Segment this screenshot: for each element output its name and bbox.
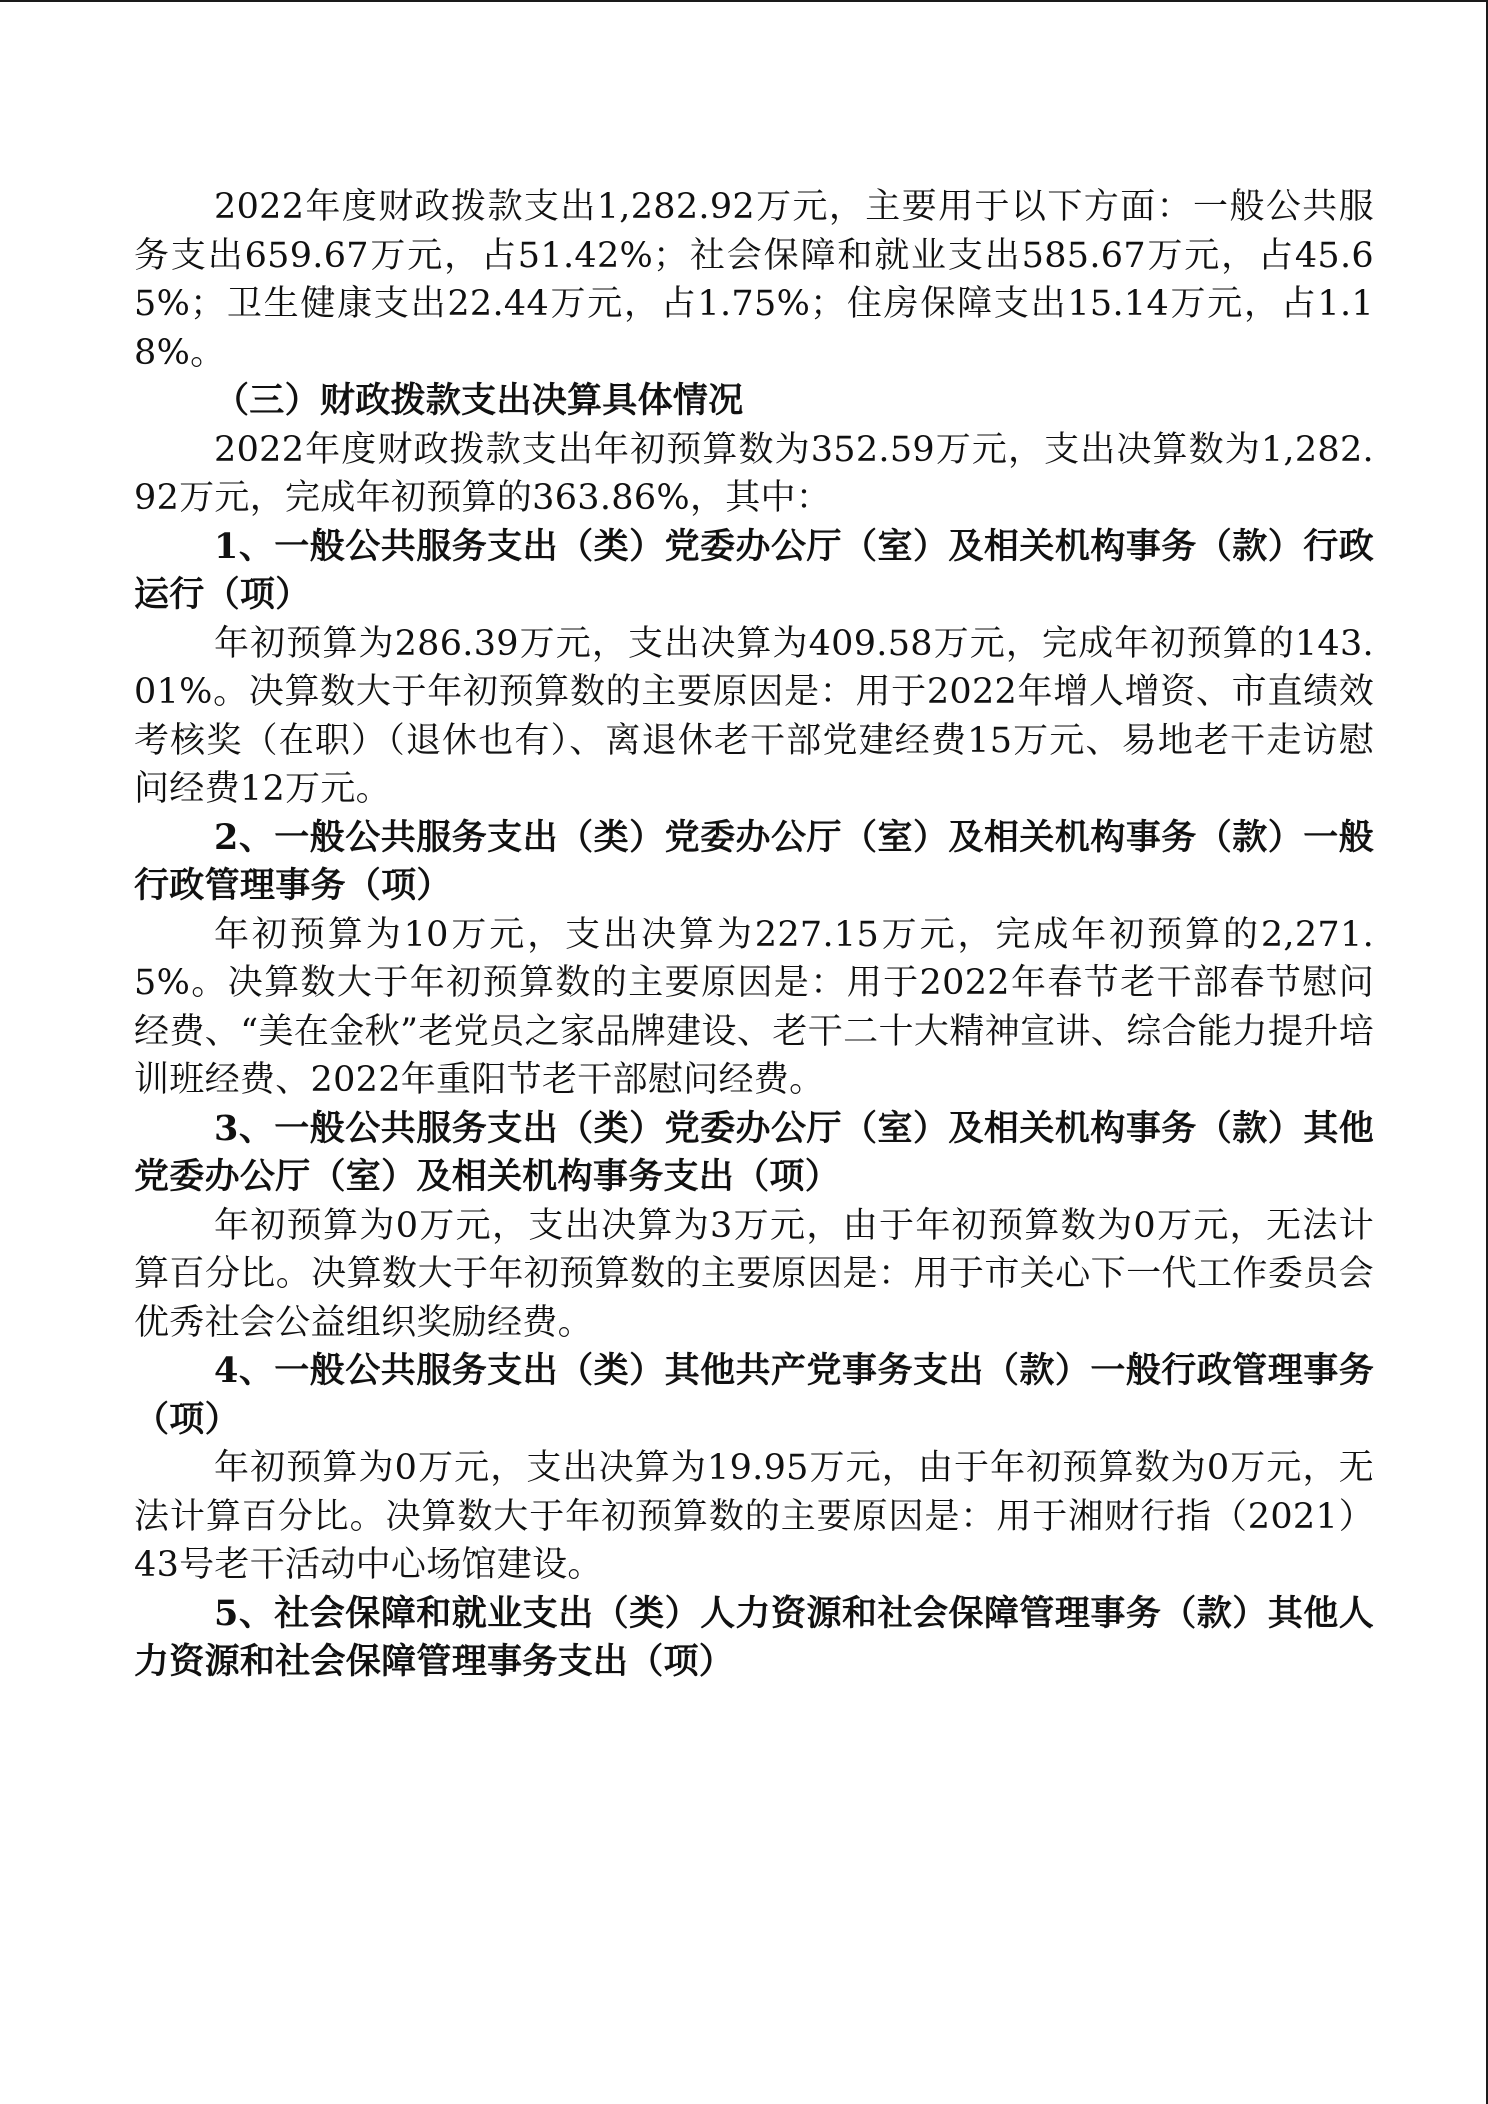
item-heading-3: 3、一般公共服务支出（类）党委办公厅（室）及相关机构事务（款）其他党委办公厅（室）及相关机构事务支出（项） — [134, 1107, 1374, 1197]
item-heading-1: 1、一般公共服务支出（类）党委办公厅（室）及相关机构事务（款）行政运行（项） — [134, 525, 1374, 615]
section-heading-3: （三）财政拨款支出决算具体情况 — [214, 380, 744, 421]
paragraph-expenditure-summary: 2022年度财政拨款支出1,282.92万元，主要用于以下方面：一般公共服务支出659.67万元，占51.42%；社会保障和就业支出585.67万元，占45.65%；卫生健康支出22.44万元，占1.75%；住房保障支出15.14万元，占1.18%。 — [134, 187, 1374, 373]
paragraph-budget-overview: 2022年度财政拨款支出年初预算数为352.59万元，支出决算数为1,282.92万元，完成年初预算的363.86%，其中： — [134, 429, 1374, 518]
item-heading-2: 2、一般公共服务支出（类）党委办公厅（室）及相关机构事务（款）一般行政管理事务（项） — [134, 816, 1374, 906]
item-heading-5: 5、社会保障和就业支出（类）人力资源和社会保障管理事务（款）其他人力资源和社会保障管理事务支出（项） — [134, 1592, 1374, 1682]
item-paragraph-2: 年初预算为10万元，支出决算为227.15万元，完成年初预算的2,271.5%。决算数大于年初预算数的主要原因是：用于2022年春节老干部春节慰问经费、“美在金秋”老党员之家品牌建设、老干二十大精神宣讲、综合能力提升培训班经费、2022年重阳节老干部慰问经费。 — [134, 914, 1374, 1100]
item-heading-4: 4、一般公共服务支出（类）其他共产党事务支出（款）一般行政管理事务（项） — [134, 1350, 1374, 1440]
document-body — [134, 183, 1374, 1687]
item-paragraph-1: 年初预算为286.39万元，支出决算为409.58万元，完成年初预算的143.01%。决算数大于年初预算数的主要原因是：用于2022年增人增资、市直绩效考核奖（在职）（退休也有）、离退休老干部党建经费15万元、易地老干走访慰问经费12万元。 — [134, 623, 1374, 809]
item-paragraph-4: 年初预算为0万元，支出决算为19.95万元，由于年初预算数为0万元，无法计算百分比。决算数大于年初预算数的主要原因是：用于湘财行指（2021）43号老干活动中心场馆建设。 — [134, 1448, 1374, 1585]
item-paragraph-3: 年初预算为0万元，支出决算为3万元，由于年初预算数为0万元，无法计算百分比。决算数大于年初预算数的主要原因是：用于市关心下一代工作委员会 优秀社会公益组织奖励经费。 — [134, 1205, 1374, 1343]
page-top-border — [0, 0, 1488, 2]
